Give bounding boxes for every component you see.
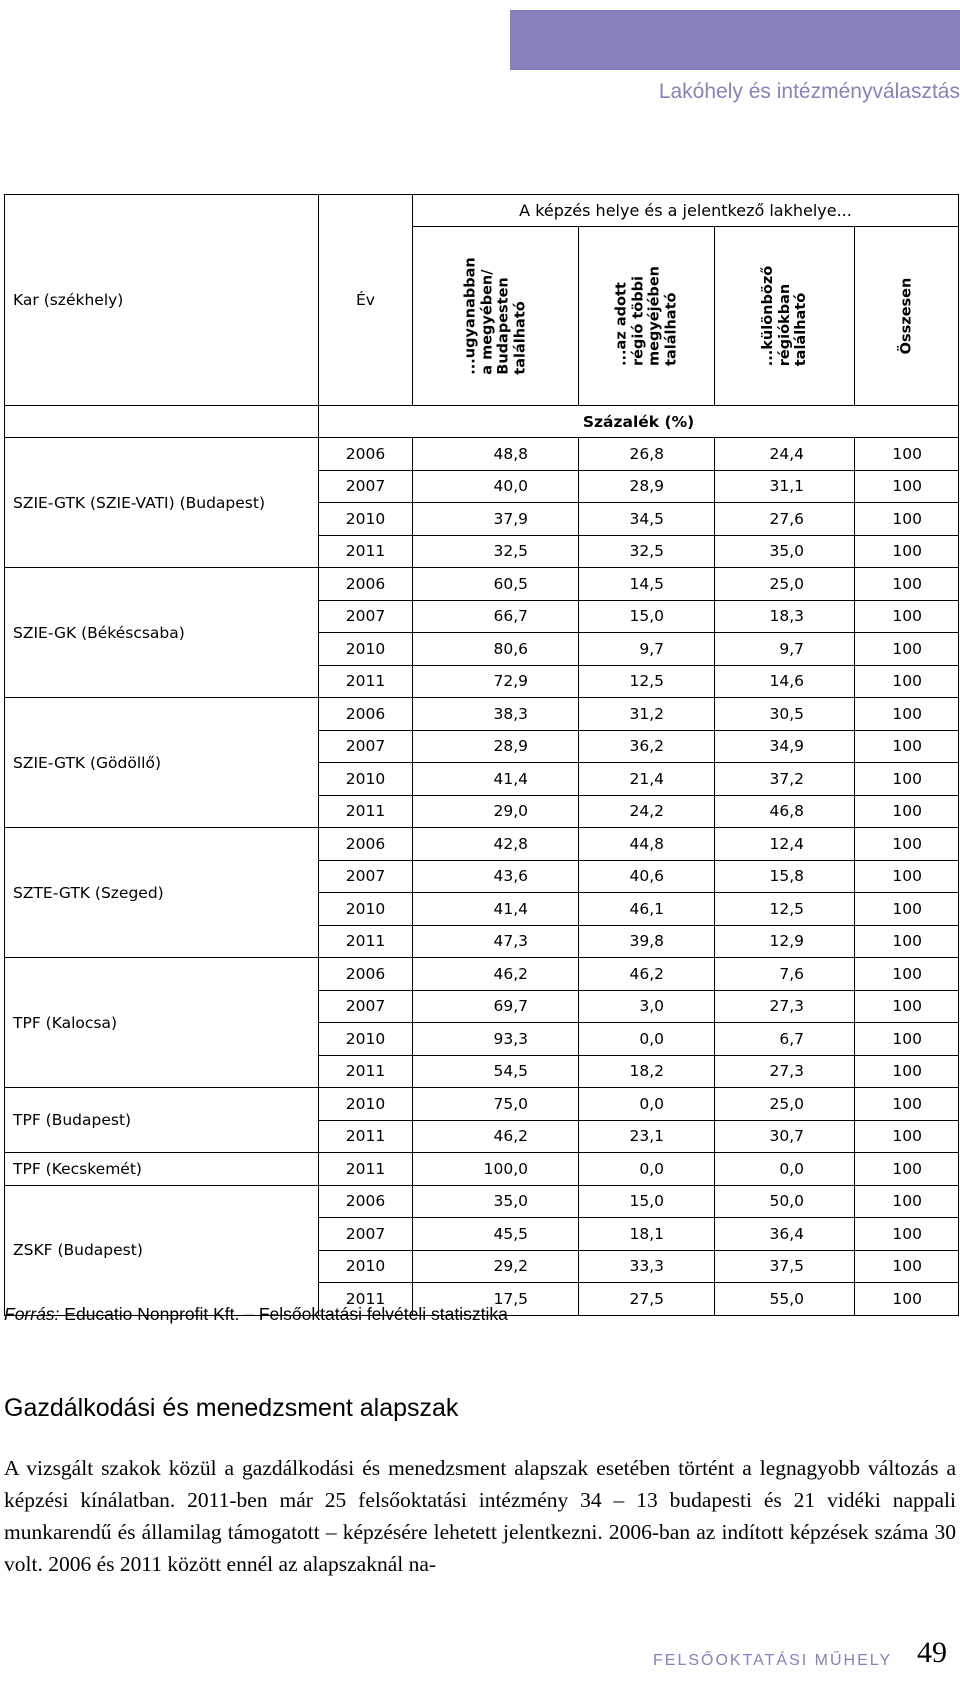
value-other-region: 36,4 (715, 1218, 855, 1251)
source-text: Educatio Nonprofit Kft. – Felsőoktatási felvételi statisztika (59, 1304, 508, 1324)
col-header-other-region (715, 227, 855, 406)
value-same-region: 24,2 (579, 795, 715, 828)
value-same-region: 44,8 (579, 828, 715, 861)
value-same-region: 0,0 (579, 1153, 715, 1186)
running-head: Lakóhely és intézményválasztás (658, 80, 960, 103)
table-row (5, 1185, 959, 1218)
year-cell: 2011 (319, 925, 413, 958)
faculty-name: SZTE-GTK (Szeged) (5, 828, 319, 958)
value-same-region: 33,3 (579, 1250, 715, 1283)
col-a-line: található (512, 301, 529, 375)
body-paragraph: A vizsgált szakok közül a gazdálkodási és menedzsment alapszak esetében történt a legnagyobb változás a képzési kínálatban. 2011-ben már 25 felsőoktatási intézmény 34 – 13 budapesti és 21 vidéki nappali munkarendű és államilag támogatott – képzésére lehetett jelentkezni. 2006-ban az indított képzések száma 30 volt. 2006 és 2011 között ennél az alapszaknál na- (4, 1456, 956, 1576)
value-other-region: 12,4 (715, 828, 855, 861)
value-other-region: 25,0 (715, 568, 855, 601)
value-other-region: 31,1 (715, 470, 855, 503)
col-a-line: a megyében/ (478, 269, 495, 375)
value-other-region: 9,7 (715, 633, 855, 666)
year-cell: 2011 (319, 1055, 413, 1088)
faculty-name: SZIE-GTK (Gödöllő) (5, 698, 319, 828)
col-header-ev: Év (319, 195, 413, 406)
value-total: 100 (855, 568, 959, 601)
value-total: 100 (855, 1218, 959, 1251)
col-header-kar: Kar (székhely) (5, 195, 319, 406)
table-row (5, 698, 959, 731)
value-same-county: 48,8 (413, 438, 579, 471)
year-cell: 2007 (319, 1218, 413, 1251)
value-same-county: 69,7 (413, 990, 579, 1023)
table-row (5, 1153, 959, 1186)
value-same-county: 41,4 (413, 763, 579, 796)
value-other-region: 12,5 (715, 893, 855, 926)
value-same-county: 17,5 (413, 1283, 579, 1316)
year-cell: 2011 (319, 665, 413, 698)
faculty-name: TPF (Budapest) (5, 1088, 319, 1153)
value-other-region: 0,0 (715, 1153, 855, 1186)
value-total: 100 (855, 893, 959, 926)
faculty-name: TPF (Kecskemét) (5, 1153, 319, 1186)
value-other-region: 34,9 (715, 730, 855, 763)
value-same-county: 38,3 (413, 698, 579, 731)
value-same-region: 0,0 (579, 1088, 715, 1121)
col-c-line: régiókban (776, 283, 793, 367)
value-same-region: 18,1 (579, 1218, 715, 1251)
col-b-line: megyéjében (646, 266, 663, 366)
year-cell: 2010 (319, 1250, 413, 1283)
value-same-region: 15,0 (579, 1185, 715, 1218)
value-other-region: 18,3 (715, 600, 855, 633)
col-a-line: Budapesten (495, 277, 512, 375)
value-total: 100 (855, 925, 959, 958)
source-note (4, 1304, 508, 1325)
value-same-region: 18,2 (579, 1055, 715, 1088)
value-total: 100 (855, 860, 959, 893)
table-row (5, 828, 959, 861)
col-header-total (855, 227, 959, 406)
page-number: 49 (917, 1636, 947, 1669)
col-b-line: található (663, 292, 680, 366)
value-same-region: 27,5 (579, 1283, 715, 1316)
value-total: 100 (855, 1185, 959, 1218)
value-other-region: 37,5 (715, 1250, 855, 1283)
value-other-region: 25,0 (715, 1088, 855, 1121)
year-cell: 2007 (319, 600, 413, 633)
value-other-region: 24,4 (715, 438, 855, 471)
value-same-county: 93,3 (413, 1023, 579, 1056)
value-same-region: 3,0 (579, 990, 715, 1023)
value-same-region: 15,0 (579, 600, 715, 633)
year-cell: 2011 (319, 1153, 413, 1186)
table-row (5, 1088, 959, 1121)
value-same-county: 100,0 (413, 1153, 579, 1186)
col-total-line: Összesen (898, 277, 915, 355)
value-total: 100 (855, 795, 959, 828)
faculty-name: SZIE-GTK (SZIE-VATI) (Budapest) (5, 438, 319, 568)
col-b-line: régió többi (629, 276, 646, 366)
faculty-name: SZIE-GK (Békéscsaba) (5, 568, 319, 698)
value-same-county: 46,2 (413, 1120, 579, 1153)
value-same-county: 41,4 (413, 893, 579, 926)
value-same-region: 23,1 (579, 1120, 715, 1153)
value-same-region: 40,6 (579, 860, 715, 893)
value-same-region: 26,8 (579, 438, 715, 471)
value-total: 100 (855, 1283, 959, 1316)
col-c-line: ...különböző (759, 265, 776, 367)
col-header-same-county (413, 227, 579, 406)
value-same-region: 12,5 (579, 665, 715, 698)
value-total: 100 (855, 503, 959, 536)
value-same-county: 42,8 (413, 828, 579, 861)
value-total: 100 (855, 438, 959, 471)
table-caption: A képzés helye és a jelentkező lakhelye... (413, 195, 959, 227)
value-same-county: 54,5 (413, 1055, 579, 1088)
year-cell: 2010 (319, 893, 413, 926)
value-same-region: 46,1 (579, 893, 715, 926)
value-same-region: 34,5 (579, 503, 715, 536)
value-same-county: 32,5 (413, 535, 579, 568)
value-other-region: 14,6 (715, 665, 855, 698)
year-cell: 2006 (319, 438, 413, 471)
value-other-region: 37,2 (715, 763, 855, 796)
value-same-county: 35,0 (413, 1185, 579, 1218)
value-total: 100 (855, 1055, 959, 1088)
value-same-county: 40,0 (413, 470, 579, 503)
value-same-county: 28,9 (413, 730, 579, 763)
value-other-region: 50,0 (715, 1185, 855, 1218)
value-total: 100 (855, 1023, 959, 1056)
value-same-region: 32,5 (579, 535, 715, 568)
value-total: 100 (855, 730, 959, 763)
year-cell: 2007 (319, 730, 413, 763)
value-total: 100 (855, 698, 959, 731)
value-same-county: 46,2 (413, 958, 579, 991)
col-header-same-region (579, 227, 715, 406)
value-same-county: 75,0 (413, 1088, 579, 1121)
year-cell: 2010 (319, 1088, 413, 1121)
year-cell: 2006 (319, 698, 413, 731)
value-same-region: 21,4 (579, 763, 715, 796)
value-same-county: 29,0 (413, 795, 579, 828)
value-same-region: 14,5 (579, 568, 715, 601)
value-same-region: 0,0 (579, 1023, 715, 1056)
value-other-region: 27,6 (715, 503, 855, 536)
table-row (5, 958, 959, 991)
value-total: 100 (855, 1250, 959, 1283)
value-total: 100 (855, 958, 959, 991)
year-cell: 2006 (319, 1185, 413, 1218)
value-total: 100 (855, 665, 959, 698)
value-same-county: 37,9 (413, 503, 579, 536)
value-same-county: 72,9 (413, 665, 579, 698)
col-a-line: ...ugyanabban (462, 257, 479, 375)
value-same-county: 66,7 (413, 600, 579, 633)
value-other-region: 27,3 (715, 990, 855, 1023)
data-table (4, 194, 959, 1316)
value-same-county: 29,2 (413, 1250, 579, 1283)
year-cell: 2011 (319, 1120, 413, 1153)
year-cell: 2011 (319, 795, 413, 828)
value-total: 100 (855, 990, 959, 1023)
year-cell: 2006 (319, 568, 413, 601)
table-row (5, 438, 959, 471)
year-cell: 2006 (319, 828, 413, 861)
footer-journal: FELSŐOKTATÁSI MŰHELY (653, 1652, 893, 1669)
value-other-region: 15,8 (715, 860, 855, 893)
unit-row: Százalék (%) (319, 406, 959, 438)
year-cell: 2007 (319, 470, 413, 503)
faculty-name: TPF (Kalocsa) (5, 958, 319, 1088)
header-color-bar (510, 10, 960, 70)
value-other-region: 55,0 (715, 1283, 855, 1316)
value-other-region: 30,5 (715, 698, 855, 731)
value-same-region: 46,2 (579, 958, 715, 991)
section-title: Gazdálkodási és menedzsment alapszak (4, 1394, 459, 1422)
value-same-county: 45,5 (413, 1218, 579, 1251)
value-same-region: 36,2 (579, 730, 715, 763)
value-same-region: 9,7 (579, 633, 715, 666)
value-total: 100 (855, 1153, 959, 1186)
col-b-line: ...az adott (613, 282, 630, 366)
year-cell: 2006 (319, 958, 413, 991)
value-other-region: 7,6 (715, 958, 855, 991)
value-total: 100 (855, 1088, 959, 1121)
faculty-name: ZSKF (Budapest) (5, 1185, 319, 1315)
value-total: 100 (855, 828, 959, 861)
value-other-region: 30,7 (715, 1120, 855, 1153)
value-same-region: 28,9 (579, 470, 715, 503)
value-same-region: 39,8 (579, 925, 715, 958)
year-cell: 2007 (319, 990, 413, 1023)
value-same-region: 31,2 (579, 698, 715, 731)
value-total: 100 (855, 763, 959, 796)
source-label: Forrás: (4, 1304, 60, 1324)
value-total: 100 (855, 633, 959, 666)
value-same-county: 80,6 (413, 633, 579, 666)
value-other-region: 6,7 (715, 1023, 855, 1056)
year-cell: 2010 (319, 763, 413, 796)
value-other-region: 12,9 (715, 925, 855, 958)
year-cell: 2011 (319, 535, 413, 568)
year-cell: 2010 (319, 503, 413, 536)
value-same-county: 60,5 (413, 568, 579, 601)
value-total: 100 (855, 470, 959, 503)
value-total: 100 (855, 600, 959, 633)
year-cell: 2011 (319, 1283, 413, 1316)
value-other-region: 46,8 (715, 795, 855, 828)
year-cell: 2010 (319, 1023, 413, 1056)
value-total: 100 (855, 1120, 959, 1153)
col-c-line: található (792, 292, 809, 367)
value-total: 100 (855, 535, 959, 568)
value-other-region: 35,0 (715, 535, 855, 568)
year-cell: 2007 (319, 860, 413, 893)
table-row (5, 568, 959, 601)
value-other-region: 27,3 (715, 1055, 855, 1088)
value-same-county: 47,3 (413, 925, 579, 958)
year-cell: 2010 (319, 633, 413, 666)
value-same-county: 43,6 (413, 860, 579, 893)
